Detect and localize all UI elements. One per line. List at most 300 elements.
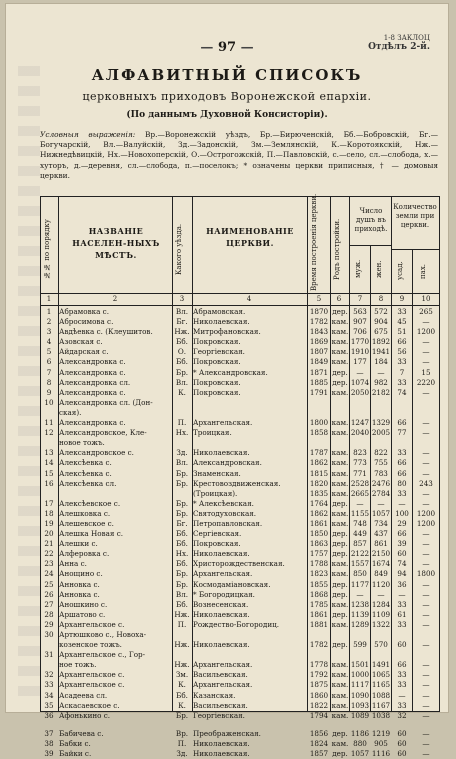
row-material: кам. [331,690,349,700]
row-material: кам. [331,670,349,680]
row-land-usad: 33 [397,448,407,458]
row-souls-male: 1177 [350,579,370,589]
table-row [41,489,439,499]
row-material: дер. [332,498,348,508]
row-land-pash: — [422,660,430,670]
row-material: кам. [331,387,349,397]
row-uezd: Вл. [175,377,189,387]
row-place-name: ская). [59,407,82,417]
document-source: (По даннымъ Духовной Консисторіи). [126,110,328,120]
row-land-pash: — [422,488,430,498]
row-number: 8 [46,377,52,387]
row-year: 1868 [309,589,329,599]
section-label: Отдѣлъ 2-й. [368,42,430,52]
row-year: 1820 [309,478,329,488]
row-year: 1824 [309,738,329,748]
row-material: дер. [332,609,348,619]
row-uezd: Бр. [175,569,189,579]
row-uezd: Нж. [174,327,190,337]
row-souls-female: 1120 [371,579,391,589]
row-number: 15 [44,468,54,478]
row-number: 36 [44,710,54,720]
row-number: 2 [46,317,52,327]
row-souls-male: 857 [353,539,367,549]
row-souls-female: 2476 [371,478,391,488]
row-land-pash: — [422,549,430,559]
row-number: 29 [44,619,54,629]
row-souls-male: 1557 [350,559,370,569]
row-land-pash: 1800 [416,569,436,579]
row-souls-male: 1910 [350,347,370,357]
row-souls-male: 2665 [350,488,370,498]
row-souls-male: 1117 [350,680,370,690]
row-number: 32 [44,670,54,680]
row-material: кам. [331,448,349,458]
row-souls-male: 1186 [350,728,370,738]
row-place-name: Архангельское с. [59,680,125,690]
row-uezd: Бр. [175,498,189,508]
row-number: 10 [44,397,54,407]
row-souls-female: 1116 [371,749,391,759]
document-subtitle: церковныхъ приходовъ Воронежской епархіи. [82,90,372,103]
row-church-name: Николаевская. [193,749,250,759]
row-year: 1823 [309,569,329,579]
row-number: 30 [44,630,54,639]
header-uezd: Какого уѣзда. [175,223,183,275]
row-souls-female: 1109 [371,609,391,619]
row-place-name: Алферовка с. [59,549,110,559]
row-church-name: * Алексѣевская. [193,498,254,508]
row-place-name: Алексѣевское с. [59,498,121,508]
row-year: 1807 [309,347,329,357]
row-souls-female: 905 [374,738,388,748]
row-year: 1861 [309,609,329,619]
row-uezd: Бб. [176,337,188,347]
row-material: дер. [332,589,348,599]
row-place-name: Александровка с. [59,367,126,377]
header-usad: усад. [396,261,404,281]
row-souls-male: 599 [353,640,367,650]
row-number: 22 [44,549,54,559]
row-land-usad: 45 [397,317,407,327]
row-souls-male: 1155 [350,508,370,518]
row-number: 12 [44,428,54,438]
row-land-pash: — [422,738,430,748]
row-souls-female: 861 [374,539,388,549]
row-land-pash: — [422,357,430,367]
row-church-name: Петропавловская. [193,518,263,528]
row-souls-male: 177 [353,357,367,367]
row-church-name: Николаевская. [193,738,250,748]
row-souls-female: 1065 [371,670,391,680]
row-place-name: Абросимова с. [59,317,114,327]
row-church-name: Святодуховская. [193,508,257,518]
row-souls-male: 1090 [350,690,370,700]
row-year: 1782 [309,640,329,650]
row-uezd: Бр. [175,367,189,377]
row-number: 14 [44,458,54,468]
row-place-name: Аршатово с. [59,609,106,619]
header-pash: пах. [419,263,427,279]
table-row [41,388,439,398]
row-souls-female: 1038 [371,710,391,720]
stamp-top: 1-8 ЗАКЛОЦ [383,34,430,42]
row-number: 11 [44,418,54,428]
row-land-usad: 80 [397,478,407,488]
row-material: дер. [332,749,348,759]
header-female: жен. [375,260,383,278]
row-souls-female: 1491 [371,660,391,670]
row-souls-female: — [377,498,385,508]
row-souls-female: 570 [374,640,388,650]
row-uezd: Бб. [176,539,188,549]
page-bleed-texture [18,66,40,706]
row-souls-female: 755 [374,458,388,468]
document-page [6,4,448,759]
row-uezd: Бб. [176,357,188,367]
row-number: 28 [44,609,54,619]
row-souls-female: 2182 [371,387,391,397]
row-place-name: Анна с. [59,559,87,569]
row-church-name: Николаевская. [193,609,250,619]
row-uezd: П. [177,418,187,428]
row-uezd: Нж. [174,609,190,619]
row-church-name: Казанская. [193,690,236,700]
table-row [41,739,439,749]
row-church-name: Преображенская. [193,728,261,738]
column-number: 7 [357,295,363,303]
row-year: 1843 [309,327,329,337]
row-land-pash: — [422,680,430,690]
row-place-name: Алексѣевка с. [59,458,112,468]
row-land-usad: 33 [397,619,407,629]
table-row [41,499,439,509]
row-church-name: Васильевская. [193,700,248,710]
row-church-name: Георгіевская. [193,710,245,720]
row-souls-male: 1247 [350,418,370,428]
row-material: кам. [331,317,349,327]
row-land-usad: — [398,498,406,508]
header-souls: Число душъ въ приходѣ. [354,207,388,233]
row-place-name: Алексѣевка с. [59,468,112,478]
row-material: кам. [331,418,349,428]
archive-stamp [368,34,430,52]
row-church-name: Васильевская. [193,670,248,680]
row-material: кам. [331,337,349,347]
row-number: 9 [46,387,52,397]
row-land-usad: 94 [397,569,407,579]
row-material: кам. [331,518,349,528]
row-material: дер. [332,728,348,738]
row-material: кам. [331,357,349,367]
row-year: 1870 [309,307,329,316]
row-church-name: Троицкая. [193,428,232,438]
row-souls-female: 1167 [371,700,391,710]
row-year: 1862 [309,458,329,468]
row-land-usad: 66 [397,529,407,539]
row-material: кам. [331,738,349,748]
row-souls-female: 1165 [371,680,391,690]
row-church-name: Николаевская. [193,317,250,327]
header-year: Время построенія церкви. [310,193,318,291]
row-land-usad: 56 [397,347,407,357]
header-male: муж. [354,259,362,279]
row-place-name: Архангельское с., Гор- [59,650,146,660]
row-souls-male: 1093 [350,700,370,710]
row-land-pash: — [422,599,430,609]
row-church-name: Вознесенская. [193,599,249,609]
row-place-name: Алешка Новая с. [59,529,124,539]
row-year: 1787 [309,448,329,458]
row-souls-male: 1057 [350,749,370,759]
table-row [41,368,439,378]
row-land-usad: 33 [397,488,407,498]
row-uezd: Бг. [176,518,188,528]
row-uezd: О. [177,347,187,357]
row-year: 1792 [309,670,329,680]
row-year: 1856 [309,728,329,738]
row-number: 20 [44,529,54,539]
table-row [41,347,439,357]
row-place-name: Артюшково с., Новоха- [59,630,147,639]
row-land-pash: 243 [419,478,433,488]
row-church-name: Покровская. [193,377,241,387]
row-place-name: Александровка с. [59,418,126,428]
row-year: 1782 [309,317,329,327]
document-title: АЛФАВИТНЫЙ СПИСОКЪ [91,66,363,84]
row-year: 1815 [309,468,329,478]
table-row [41,317,439,327]
row-souls-female: 1329 [371,418,391,428]
row-souls-female: 1322 [371,619,391,629]
row-uezd: Бб. [176,529,188,539]
table-row [41,729,439,739]
row-uezd: К. [178,387,186,397]
row-place-name: Архангельское с. [59,670,125,680]
row-land-usad: 51 [397,327,407,337]
row-souls-female: 822 [374,448,388,458]
row-land-usad: — [398,690,406,700]
row-number: 23 [44,559,54,569]
row-number: 1 [46,307,52,316]
row-number: 34 [44,690,54,700]
column-number: 6 [336,295,342,303]
row-year: 1860 [309,690,329,700]
row-material: дер. [332,529,348,539]
row-souls-female: 734 [374,518,388,528]
table-row [41,418,439,428]
row-souls-female: 675 [374,327,388,337]
row-year: 1794 [309,710,329,720]
row-year: 1800 [309,418,329,428]
row-number: 38 [44,738,54,748]
row-number: 31 [44,650,54,660]
row-uezd: Вл. [175,307,189,316]
row-place-name: Александровка с. [59,387,126,397]
row-uezd: Нх. [175,428,189,438]
row-uezd: Нж. [174,640,190,650]
row-number: 7 [46,367,52,377]
row-church-name: Сергіевская. [193,529,242,539]
row-uezd: Бр. [175,579,189,589]
row-uezd: Бг. [176,317,188,327]
row-land-usad: 36 [397,579,407,589]
row-land-usad: 33 [397,599,407,609]
row-year: 1875 [309,680,329,690]
row-land-pash: 2220 [416,377,436,387]
row-land-pash: 265 [419,307,433,316]
header-material: Родъ постройки. [333,218,341,280]
table-row [41,680,439,690]
row-souls-female: 982 [374,377,388,387]
row-uezd: Нх. [175,549,189,559]
row-place-name: Алешевское с. [59,518,114,528]
row-place-name: Бабичева с. [59,728,104,738]
row-land-pash: — [422,529,430,539]
row-year: 1785 [309,599,329,609]
row-place-name: Аскасаевское с. [59,700,120,710]
row-souls-female: 1057 [371,508,391,518]
row-uezd: Зд. [176,749,188,759]
row-material: кам. [331,700,349,710]
row-year: 1862 [309,508,329,518]
row-land-usad: 60 [397,640,407,650]
row-souls-male: 1139 [350,609,370,619]
row-land-usad: — [398,589,406,599]
row-church-name: Христорождественская. [193,559,285,569]
table-row [41,590,439,600]
table-row [41,509,439,519]
row-church-name: Покровская. [193,539,241,549]
table-row [41,580,439,590]
row-souls-female: 184 [374,357,388,367]
row-land-pash: — [422,347,430,357]
row-souls-male: 1770 [350,337,370,347]
row-souls-male: 563 [353,307,367,316]
row-uezd: Бр. [175,478,189,488]
row-number: 13 [44,448,54,458]
row-number: 5 [46,347,52,357]
row-land-pash: 1200 [416,518,436,528]
column-number: 8 [378,295,384,303]
row-material: дер. [332,579,348,589]
row-uezd: Бб. [176,690,188,700]
column-number: 10 [421,295,431,303]
table-header [41,193,439,294]
row-year: 1822 [309,700,329,710]
row-souls-male: 771 [353,468,367,478]
row-church-name: Знаменская. [193,468,241,478]
table-row [41,620,439,630]
row-church-name: Николаевская. [193,549,250,559]
row-church-name: Крестовоздвиженская. [193,478,281,488]
column-number: 1 [46,295,52,303]
row-souls-male: — [356,589,364,599]
row-material: дер. [332,549,348,559]
row-souls-male: 748 [353,518,367,528]
table-row [41,519,439,529]
row-material: дер. [332,367,348,377]
row-church-name: Николаевская. [193,640,250,650]
column-number: 4 [246,295,252,303]
row-souls-female: 2150 [371,549,391,559]
row-land-usad: 33 [397,700,407,710]
table-row [41,479,439,489]
row-land-usad: 29 [397,518,407,528]
row-uezd: Нж. [174,660,190,670]
row-land-usad: 33 [397,680,407,690]
row-land-usad: 66 [397,660,407,670]
row-souls-male: — [356,367,364,377]
row-land-pash: 15 [421,367,431,377]
row-souls-male: 1238 [350,599,370,609]
row-land-pash: 1200 [416,327,436,337]
row-number: 26 [44,589,54,599]
row-land-usad: 77 [397,428,407,438]
row-place-name: Аношкино с. [59,599,108,609]
row-place-name: Айдарская с. [59,347,109,357]
column-number: 2 [112,295,118,303]
table-row [41,630,439,640]
row-year: 1757 [309,549,329,559]
row-land-usad: 33 [397,307,407,316]
row-uezd: Бр. [175,468,189,478]
table-row [41,378,439,388]
table-row [41,610,439,620]
row-year: 1855 [309,579,329,589]
row-souls-male: 2040 [350,428,370,438]
row-place-name: Алешковка с. [59,508,111,518]
table-row [41,458,439,468]
table-row [41,357,439,367]
row-land-pash: — [422,749,430,759]
row-year: 1791 [309,387,329,397]
header-num: №№ по порядку [43,219,51,279]
table-row [41,640,439,650]
row-number: 3 [46,327,52,337]
row-material: кам. [331,680,349,690]
row-land-usad: 33 [397,670,407,680]
row-church-name: Архангельская. [193,660,253,670]
table-row [41,691,439,701]
row-land-usad: 100 [395,508,409,518]
column-number: 9 [399,295,405,303]
row-church-name: Архангельская. [193,569,253,579]
table-row [41,398,439,408]
row-church-name: (Троицкая). [193,488,238,498]
column-number-row [41,294,439,306]
row-land-pash: — [422,700,430,710]
row-souls-male: 907 [353,317,367,327]
row-year: 1850 [309,529,329,539]
row-number: 33 [44,680,54,690]
row-uezd: Зд. [176,448,188,458]
table-row [41,701,439,711]
row-land-pash: — [422,418,430,428]
row-place-name: Авдѣевка с. (Клеушитов. [59,327,153,337]
row-souls-male: 773 [353,458,367,468]
parish-table [40,193,440,759]
row-souls-female: 1941 [371,347,391,357]
row-church-name: Космодаміановская. [193,579,271,589]
row-souls-female: 904 [374,317,388,327]
row-number: 25 [44,579,54,589]
row-place-name: Анновка с. [59,589,100,599]
row-land-pash: — [422,468,430,478]
row-uezd: Бр. [175,710,189,720]
row-church-name: Георгіевская. [193,347,245,357]
row-church-name: * Богородицкая. [193,589,255,599]
